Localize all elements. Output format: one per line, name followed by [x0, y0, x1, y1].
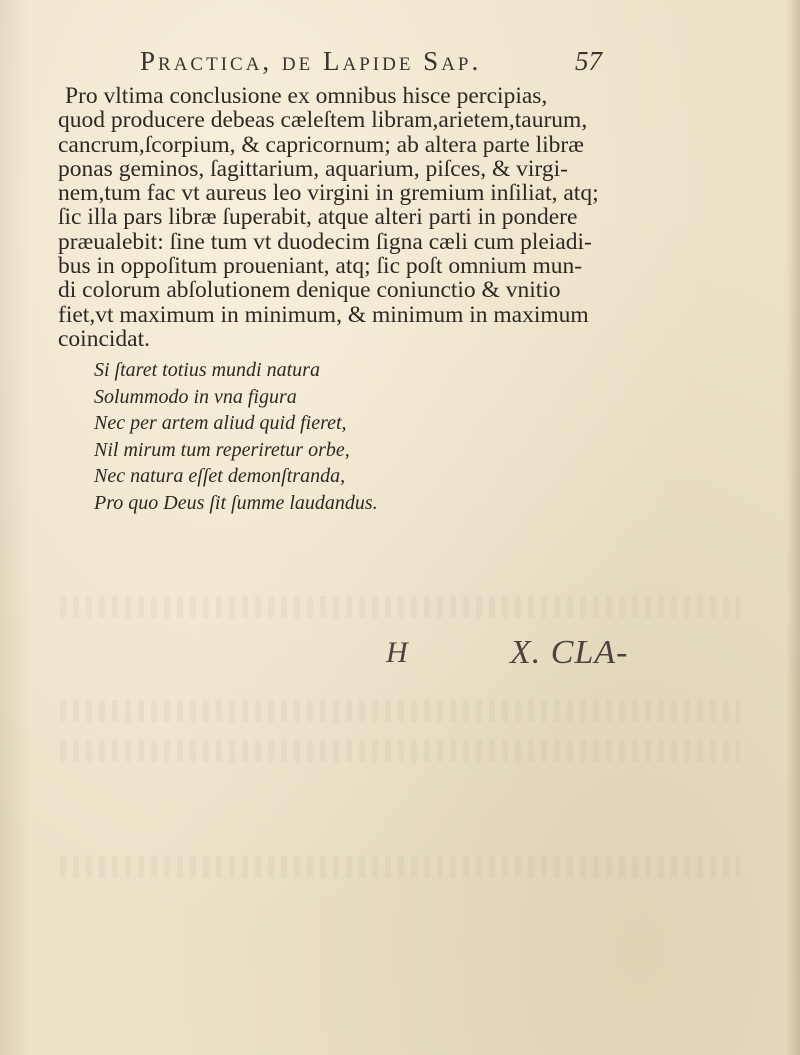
paragraph-line: bus in oppoſitum proueniant, atq; ſic poſt omnium mun- [58, 253, 583, 280]
verse-line: Si ſtaret totius mundi natura [94, 359, 320, 381]
paragraph-line: Pro vltima conclusione ex omnibus hisce percipias, [65, 83, 548, 109]
verse-line: Nec per artem aliud quid fieret, [94, 412, 347, 434]
verse-line: Pro quo Deus ſit ſumme laudandus. [94, 491, 378, 514]
paragraph-line: di colorum abſolutionem denique coniunctio & vnitio [58, 277, 561, 304]
show-through-texture [60, 700, 740, 722]
paragraph-line: ſic illa pars libræ ſuperabit, atque alteri parti in pondere [58, 204, 578, 231]
verse-line: Nil mirum tum reperiretur orbe, [94, 438, 350, 461]
page-number: 57 [575, 46, 602, 76]
verse-line: Nec natura eſſet demonſtranda, [94, 465, 346, 487]
verse-line: Solummodo in vna figura [94, 385, 297, 408]
paragraph [58, 83, 625, 352]
paragraph-line: quod producere debeas cæleſtem libram,arietem,taurum, [58, 107, 588, 134]
paragraph-line: fiet,vt maximum in minimum, & minimum in maximum [58, 301, 589, 328]
paragraph-line: coincidat. [58, 325, 151, 352]
catchword: X. CLA- [510, 634, 629, 671]
show-through-texture [60, 856, 740, 878]
verse-block [94, 357, 554, 516]
paragraph-line: præualebit: ſine tum vt duodecim ſigna cæli cum pleiadi- [58, 228, 592, 255]
running-head [0, 46, 800, 86]
paragraph-line: nem,tum fac vt aureus leo virgini in gremium inſiliat, atq; [58, 180, 599, 207]
show-through-texture [60, 596, 740, 618]
page-edge-shadow [786, 0, 800, 1055]
paragraph-line: ponas geminos, ſagittarium, aquarium, piſces, & virgi- [58, 155, 568, 182]
show-through-texture [60, 740, 740, 762]
paragraph-line: cancrum,ſcorpium, & capricornum; ab altera parte libræ [58, 131, 584, 158]
signature-mark: H [386, 636, 408, 669]
running-head-title: Practica, de Lapide Sap. [140, 46, 482, 76]
